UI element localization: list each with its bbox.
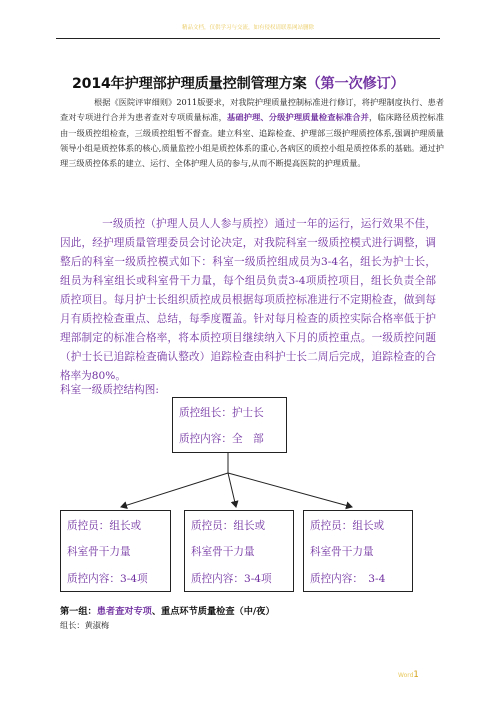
connector-arrow-middle [228,473,236,507]
member-content: 质控内容：3-4项 [191,573,272,585]
group1-suffix: 、重点环节质量检查（中/夜） [151,606,275,617]
title-revision: （第一次修订） [306,76,405,92]
member-role: 质控员：组长或 [191,520,266,532]
member-role-detail: 科室骨干力量 [67,546,131,558]
leader-content: 质控内容：全 部 [179,433,264,445]
member-role-detail: 科室骨干力量 [191,546,255,558]
title-main: 2014年护理部护理质量控制管理方案 [72,76,307,92]
connector-arrow-left [121,473,228,507]
group1-highlight: 患者查对专项 [96,606,152,617]
group1-heading [60,603,275,617]
page-number: 1 [413,670,419,680]
org-box-leader [172,397,287,453]
structure-label: 科室一级质控结构图: [60,384,159,396]
page-footer [398,670,419,680]
connector-arrow-right [228,473,352,507]
member-content: 质控内容： 3-4 [310,573,386,585]
group1-prefix: 第一组： [60,606,97,617]
member-role-detail: 科室骨干力量 [310,546,374,558]
header-text: 精品文档，仅供学习与交流，如有侵权请联系网站删除 [181,25,314,31]
intro-text-part1: 根据《医院评审细则》2011版要求，对我院护理质量控制标准进行修订，将护理制度执行、患者查对专项进行合并为患者查对专项质量标准， [60,97,444,123]
org-box-member-1 [60,510,171,592]
leader-role: 质控组长：护士长 [179,407,264,419]
intro-text-part2: ，临床路径质控标准由一级质控组检查，三级质控组暂不督查。建立科室、追踪检查、护理部三级护理质控体系,强调护理质量领导小组是质控体系的核心,质量监控小组是质控体系的重心,各病区的质控小组是质控体系的基础。通过护理三级质控体系的建立、运行、全体护理人员的参与,从而不断提高医院的护理质量。 [60,112,444,169]
member-role: 质控员：组长或 [67,520,142,532]
footer-label: Word [398,672,414,679]
member-content: 质控内容：3-4项 [67,573,148,585]
org-box-member-2 [184,510,294,592]
level1-text: 一级质控（护理人员人人参与质控）通过一年的运行，运行效果不佳，因此，经护理质量管理委员会讨论决定，对我院科室一级质控模式进行调整，调整后的科室一级质控模式如下：科室一级质控组成员为3-4名，组长为护士长，组员为科室组长或科室骨干力量，每个组员负责3-4项质控项目，组长负责全部质控项目。每月护士长组织质控成员根据每项质控标准进行不定期检查，做到每月有质控检查重点、总结，每季度覆盖。针对每月检查的质控实际合格率低于护理部制定的标准合格率，将本质控项目继续纳入下月的质控重点。一级质控问题（护士长已追踪检查确认整改）追踪检查由科护士长二周后完成，追踪检查的合格率为80%。 [60,218,436,383]
org-box-member-3 [303,510,413,592]
member-role: 质控员：组长或 [310,520,385,532]
intro-highlight: 基础护理、分级护理质量检查标准合并 [227,112,369,123]
group1-leader: 组长：黄淑梅 [60,620,110,630]
